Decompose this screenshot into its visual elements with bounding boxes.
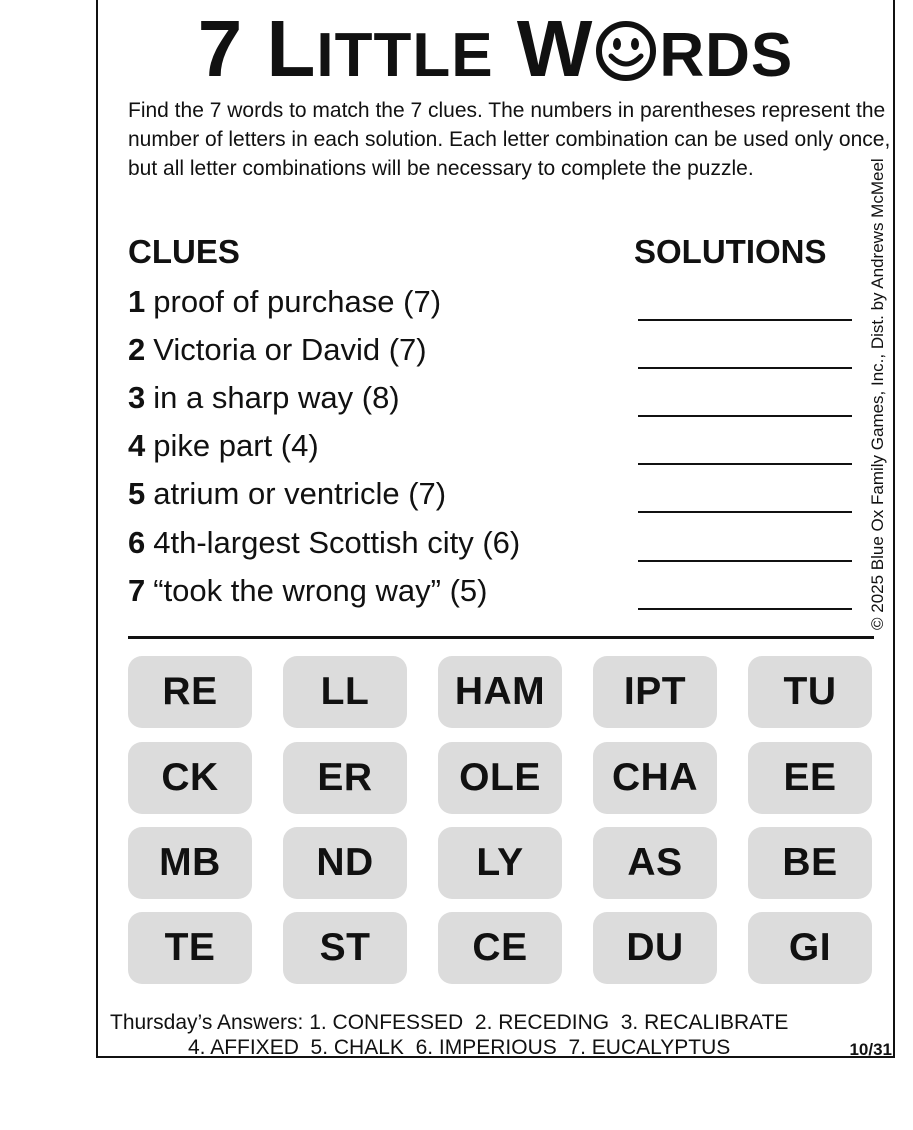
clue-2 — [128, 332, 427, 368]
clue-number: 4 — [128, 428, 146, 463]
clue-number: 2 — [128, 332, 146, 367]
clue-number: 6 — [128, 525, 146, 560]
title-l: L — [266, 4, 317, 93]
title-ittle: ITTLE — [316, 21, 494, 90]
solution-blank-5[interactable] — [638, 511, 852, 513]
letter-tile[interactable]: RE — [128, 656, 252, 728]
clues-header: CLUES — [128, 233, 240, 270]
clue-4 — [128, 428, 319, 464]
copyright-credit: © 2025 Blue Ox Family Games, Inc., Dist. by Andrews McMeel — [868, 158, 887, 630]
letter-tile[interactable]: IPT — [593, 656, 717, 728]
smiley-face-icon — [595, 20, 657, 82]
letter-tile[interactable]: DU — [593, 912, 717, 984]
clue-text: atrium or ventricle (7) — [153, 476, 447, 511]
clue-text: in a sharp way (8) — [153, 380, 400, 415]
previous-answers — [110, 1010, 900, 1060]
clue-number: 5 — [128, 476, 146, 511]
clue-text: “took the wrong way” (5) — [153, 573, 488, 608]
answers-line-1: Thursday’s Answers: 1. CONFESSED 2. RECEDING 3. RECALIBRATE — [110, 1011, 789, 1034]
clue-number: 1 — [128, 284, 146, 319]
letter-tile[interactable]: GI — [748, 912, 872, 984]
clue-text: Victoria or David (7) — [153, 332, 427, 367]
puzzle-frame — [96, 0, 895, 1058]
clue-6 — [128, 525, 520, 561]
solutions-header: SOLUTIONS — [634, 233, 827, 270]
title-seven: 7 — [197, 4, 244, 93]
clue-5 — [128, 476, 446, 512]
clue-text: proof of purchase (7) — [153, 284, 442, 319]
solution-blank-7[interactable] — [638, 608, 852, 610]
letter-tile[interactable]: LY — [438, 827, 562, 899]
letter-tile[interactable]: OLE — [438, 742, 562, 814]
letter-tile[interactable]: EE — [748, 742, 872, 814]
title-rds: RDS — [659, 21, 794, 90]
clue-1 — [128, 284, 441, 320]
letter-tile[interactable]: ST — [283, 912, 407, 984]
letter-tile[interactable]: CK — [128, 742, 252, 814]
solution-blank-2[interactable] — [638, 367, 852, 369]
letter-tile[interactable]: HAM — [438, 656, 562, 728]
clue-text: 4th-largest Scottish city (6) — [153, 525, 521, 560]
letter-tile[interactable]: LL — [283, 656, 407, 728]
letter-tile[interactable]: MB — [128, 827, 252, 899]
solution-blank-1[interactable] — [638, 319, 852, 321]
letter-tile[interactable]: ND — [283, 827, 407, 899]
letter-tile[interactable]: CE — [438, 912, 562, 984]
letter-tile[interactable]: TE — [128, 912, 252, 984]
letter-tile[interactable]: ER — [283, 742, 407, 814]
letter-tile[interactable]: TU — [748, 656, 872, 728]
clue-text: pike part (4) — [153, 428, 319, 463]
instructions-text: Find the 7 words to match the 7 clues. The numbers in parentheses represent the number of letters in each solution. Each letter combination can be used only once, but all letter combinations will be necessary to complete the puzzle. — [128, 99, 891, 180]
solution-blank-6[interactable] — [638, 560, 852, 562]
title-w: W — [516, 4, 594, 93]
letter-tile[interactable]: BE — [748, 827, 872, 899]
answers-line-2: 4. AFFIXED 5. CHALK 6. IMPERIOUS 7. EUCALYPTUS — [188, 1036, 731, 1059]
clue-7 — [128, 573, 487, 609]
letter-tile[interactable]: AS — [593, 827, 717, 899]
clue-3 — [128, 380, 400, 416]
puzzle-title — [98, 6, 893, 99]
solution-blank-3[interactable] — [638, 415, 852, 417]
divider-line — [128, 636, 874, 639]
clue-number: 7 — [128, 573, 146, 608]
solution-blank-4[interactable] — [638, 463, 852, 465]
clue-number: 3 — [128, 380, 146, 415]
letter-tile[interactable]: CHA — [593, 742, 717, 814]
puzzle-date: 10/31 — [849, 1040, 892, 1059]
